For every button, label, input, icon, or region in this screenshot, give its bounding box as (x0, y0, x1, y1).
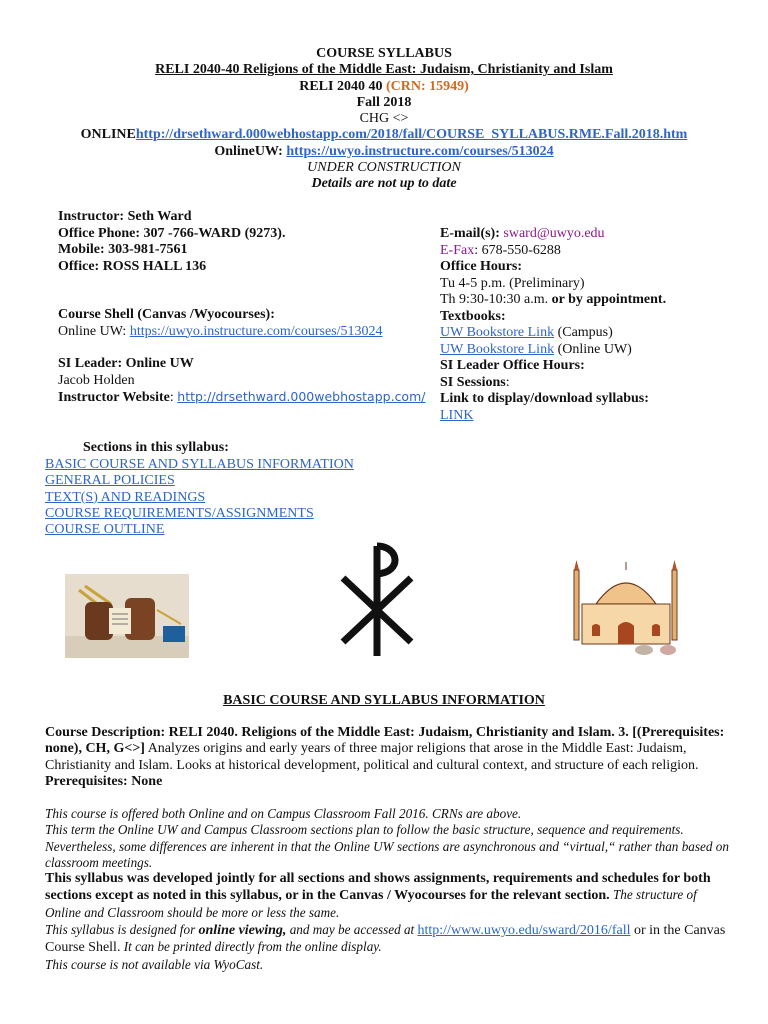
online-syllabus-link[interactable]: http://drsethward.000webhostapp.com/2018/fall/COURSE_SYLLABUS.RME.Fall.2018.htm (135, 127, 688, 142)
section-link-basic[interactable]: BASIC COURSE AND SYLLABUS INFORMATION (45, 457, 354, 472)
si-leader-block (58, 356, 425, 407)
si-leader-name: Jacob Holden (58, 372, 135, 388)
course-shell-label: Course Shell (Canvas /Wyocourses): (58, 307, 275, 322)
note-differences: Nevertheless, some differences are inherent in that the Online UW sections are asynchronous and “virtual,“ rather than based on classroom meetings. (45, 838, 729, 870)
chi-rho-image (337, 538, 417, 660)
download-label: Link to display/download syllabus: (440, 391, 649, 406)
note-joint: This syllabus was developed jointly for all sections and shows assignments, requirements and schedules for both sections except as noted in this syllabus, or in the Canvas / Wyocourses for the relevant section. The structure of Online and Classroom should be more or less the same. (45, 871, 711, 920)
download-syllabus-link[interactable]: LINK (440, 407, 474, 423)
course-code-line: RELI 2040 40 (CRN: 15949) (299, 79, 469, 94)
si-leader-label: SI Leader: Online UW (58, 356, 194, 371)
contact-block (440, 226, 666, 424)
bookstore-line-2: UW Bookstore Link (Online UW) (440, 341, 632, 357)
course-description: Course Description: RELI 2040. Religions of the Middle East: Judaism, Christianity and Islam. 3. [(Prerequisites: none), CH, G<>] Analyzes origins and early years of three major religions that arose in the Middle East: Judaism, Christianity and Islam. Looks at historical development, political and cultural context, and structure of each religion. Prerequisites: None (45, 725, 735, 790)
uwyo-fall-link[interactable]: http://www.uwyo.edu/sward/2016/fall (417, 923, 631, 939)
chg-line: CHG <> (359, 111, 409, 126)
mosque-icon (568, 556, 684, 658)
mosque-image (568, 556, 684, 658)
efax-line: E-Fax: 678-550-6288 (440, 242, 561, 258)
email-line: E-mail(s): sward@uwyo.edu (440, 226, 605, 241)
sections-list (45, 457, 354, 538)
note-wyocast: This course is not available via WyoCast. (45, 956, 264, 972)
office-hours-2: Th 9:30-10:30 a.m. or by appointment. (440, 292, 667, 307)
term: Fall 2018 (356, 95, 412, 110)
mobile-phone: Mobile: 303-981-7561 (58, 242, 188, 257)
section-link-texts[interactable]: TEXT(S) AND READINGS (45, 489, 206, 505)
prerequisites: Prerequisites: None (45, 773, 163, 789)
section-link-policies[interactable]: GENERAL POLICIES (45, 473, 175, 489)
note-online-viewing: This syllabus is designed for online viewing, and may be accessed at http://www.uwyo.edu/sward/2016/fall or in the Canvas Course Shell. It can be printed directly from the online display. (45, 922, 726, 956)
course-line: RELI 2040-40 Religions of the Middle East: Judaism, Christianity and Islam (155, 62, 613, 77)
email-address[interactable]: sward@uwyo.edu (503, 226, 605, 241)
details-note: Details are not up to date (311, 176, 457, 191)
website-line: Instructor Website: http://drsethward.000webhostapp.com/ (58, 389, 426, 405)
office-phone: Office Phone: 307 -766-WARD (9273). (58, 225, 286, 241)
bookstore-link-online[interactable]: UW Bookstore Link (440, 341, 555, 357)
office-hours-label: Office Hours: (440, 259, 523, 274)
online-line: ONLINEhttp://drsethward.000webhostapp.com/2018/fall/COURSE_SYLLABUS.RME.Fall.2018.htm (80, 127, 688, 142)
note-offered: This course is offered both Online and on Campus Classroom Fall 2016. CRNs are above. (45, 806, 522, 821)
notes-block (45, 806, 735, 973)
bookstore-link-campus[interactable]: UW Bookstore Link (440, 325, 555, 340)
onlineuw-link[interactable]: https://uwyo.instructure.com/courses/513024 (286, 144, 554, 159)
instructor-block (58, 209, 285, 275)
torah-scroll-icon (65, 574, 189, 658)
office-location: Office: ROSS HALL 136 (58, 258, 207, 274)
onlineuw-line: OnlineUW: https://uwyo.instructure.com/courses/513024 (214, 144, 554, 159)
course-shell-link[interactable]: https://uwyo.instructure.com/courses/513024 (129, 323, 383, 339)
under-construction: UNDER CONSTRUCTION (307, 160, 461, 175)
course-shell-line: Online UW: https://uwyo.instructure.com/courses/513024 (58, 323, 383, 339)
note-structure: This term the Online UW and Campus Classroom sections plan to follow the basic structure, sequence and requirements. (45, 822, 684, 838)
office-hours-1: Tu 4-5 p.m. (Preliminary) (440, 275, 585, 291)
torah-scroll-image (65, 574, 189, 658)
section-link-outline[interactable]: COURSE OUTLINE (45, 522, 165, 538)
textbooks-label: Textbooks: (440, 308, 506, 324)
section-link-requirements[interactable]: COURSE REQUIREMENTS/ASSIGNMENTS (45, 505, 314, 521)
chi-rho-icon (337, 538, 417, 660)
crn-number: (CRN: 15949) (385, 79, 469, 94)
page-title: COURSE SYLLABUS (316, 46, 452, 61)
instructor-name: Instructor: Seth Ward (58, 209, 192, 224)
course-shell-block (58, 307, 383, 340)
bookstore-line-1: UW Bookstore Link (Campus) (440, 325, 613, 340)
instructor-website-link[interactable]: http://drsethward.000webhostapp.com/ (177, 389, 426, 404)
si-sessions-line: SI Sessions: (440, 374, 510, 390)
si-office-hours: SI Leader Office Hours: (440, 358, 585, 373)
sections-heading: Sections in this syllabus: (83, 440, 229, 455)
basic-info-heading: BASIC COURSE AND SYLLABUS INFORMATION (223, 693, 545, 708)
